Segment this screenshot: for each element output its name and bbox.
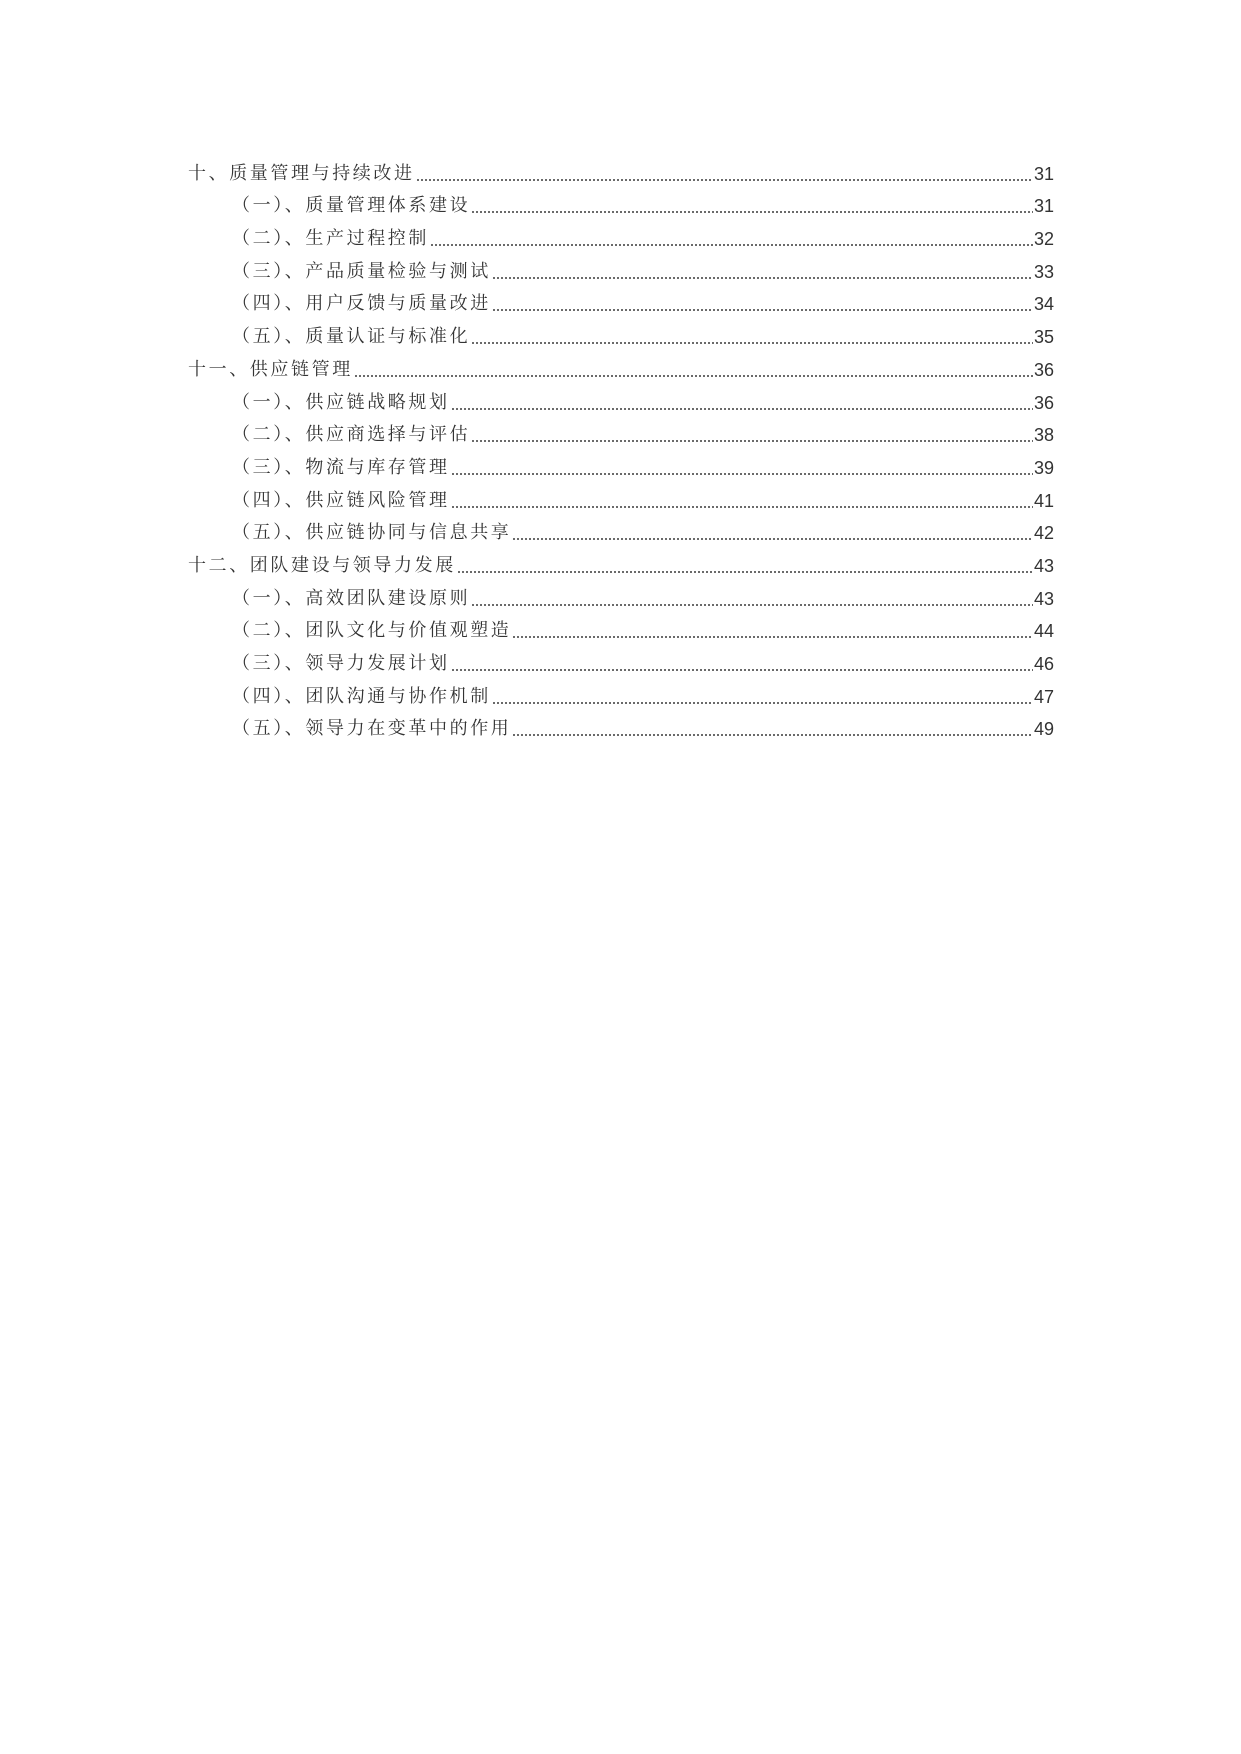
toc-entry-title: （三）、领导力发展计划 [232,653,450,674]
toc-page-number: 46 [1033,654,1054,674]
toc-dot-leader [512,635,1033,639]
toc-dot-leader [451,472,1033,476]
toc-page-number: 38 [1033,425,1054,446]
toc-entry-title: （二）、供应商选择与评估 [232,424,471,446]
toc-entry[interactable] [188,381,1054,414]
toc-entry-title: （二）、团队文化与价值观塑造 [232,620,512,642]
toc-dot-leader [492,308,1033,312]
toc-dot-leader [430,243,1033,247]
toc-page-number: 35 [1033,327,1054,348]
toc-page-number: 42 [1033,523,1054,544]
toc-entry[interactable] [188,185,1054,218]
toc-dot-leader [416,178,1033,182]
toc-entry[interactable] [188,283,1054,316]
toc-dot-leader [471,210,1033,214]
toc-dot-leader [451,407,1033,411]
toc-dot-leader [492,276,1033,280]
toc-entry[interactable] [188,152,1054,185]
toc-page-number: 36 [1033,359,1054,380]
table-of-contents [188,152,1054,740]
toc-dot-leader [492,701,1033,705]
toc-page-number: 31 [1033,163,1054,184]
toc-entry[interactable] [188,414,1054,447]
toc-entry-title: 十二、团队建设与领导力发展 [188,554,456,576]
toc-entry[interactable] [188,512,1054,545]
toc-page-number: 43 [1033,588,1054,609]
toc-entry[interactable] [188,348,1054,381]
toc-dot-leader [471,603,1033,607]
toc-page-number: 32 [1033,229,1054,250]
toc-entry-title: （三）、产品质量检验与测试 [232,260,491,282]
toc-entry-title: 十、质量管理与持续改进 [188,162,415,184]
toc-entry[interactable] [188,708,1054,741]
toc-dot-leader [354,374,1033,378]
toc-entry-title: （四）、用户反馈与质量改进 [232,293,491,315]
toc-dot-leader [471,341,1033,345]
toc-entry-title: （一）、高效团队建设原则 [232,587,471,609]
toc-dot-leader [457,570,1033,574]
toc-page-number: 34 [1033,294,1054,315]
toc-page-number: 39 [1033,457,1054,478]
toc-entry[interactable] [188,610,1054,643]
toc-entry-title: （一）、质量管理体系建设 [232,195,471,217]
toc-dot-leader [512,537,1033,541]
toc-page-number: 49 [1033,719,1054,740]
toc-page-number: 47 [1033,686,1054,707]
toc-dot-leader [451,505,1033,509]
toc-entry[interactable] [188,642,1054,675]
toc-entry[interactable] [188,544,1054,577]
toc-entry[interactable] [188,577,1054,610]
toc-entry[interactable] [188,479,1054,512]
toc-entry[interactable] [188,250,1054,283]
toc-entry[interactable] [188,446,1054,479]
toc-dot-leader [471,439,1033,443]
toc-entry[interactable] [188,315,1054,348]
toc-entry-title: （一）、供应链战略规划 [232,391,450,413]
toc-page-number: 44 [1033,621,1054,642]
toc-page-number: 31 [1033,196,1054,217]
toc-dot-leader [451,668,1033,672]
toc-entry[interactable] [188,217,1054,250]
toc-page-number: 43 [1033,555,1054,576]
toc-entry-title: （五）、领导力在变革中的作用 [232,718,512,740]
toc-page-number: 36 [1033,392,1054,413]
toc-entry-title: （四）、供应链风险管理 [232,489,450,511]
toc-entry-title: 十一、供应链管理 [188,358,353,380]
toc-dot-leader [512,733,1033,737]
toc-entry-title: （五）、供应链协同与信息共享 [232,522,512,544]
toc-entry-title: （四）、团队沟通与协作机制 [232,685,491,707]
toc-entry-title: （五）、质量认证与标准化 [232,326,471,348]
toc-page-number: 33 [1033,261,1054,282]
toc-page-number: 41 [1033,490,1054,511]
toc-entry-title: （三）、物流与库存管理 [232,456,450,478]
toc-entry-title: （二）、生产过程控制 [232,228,429,250]
toc-entry[interactable] [188,675,1054,708]
